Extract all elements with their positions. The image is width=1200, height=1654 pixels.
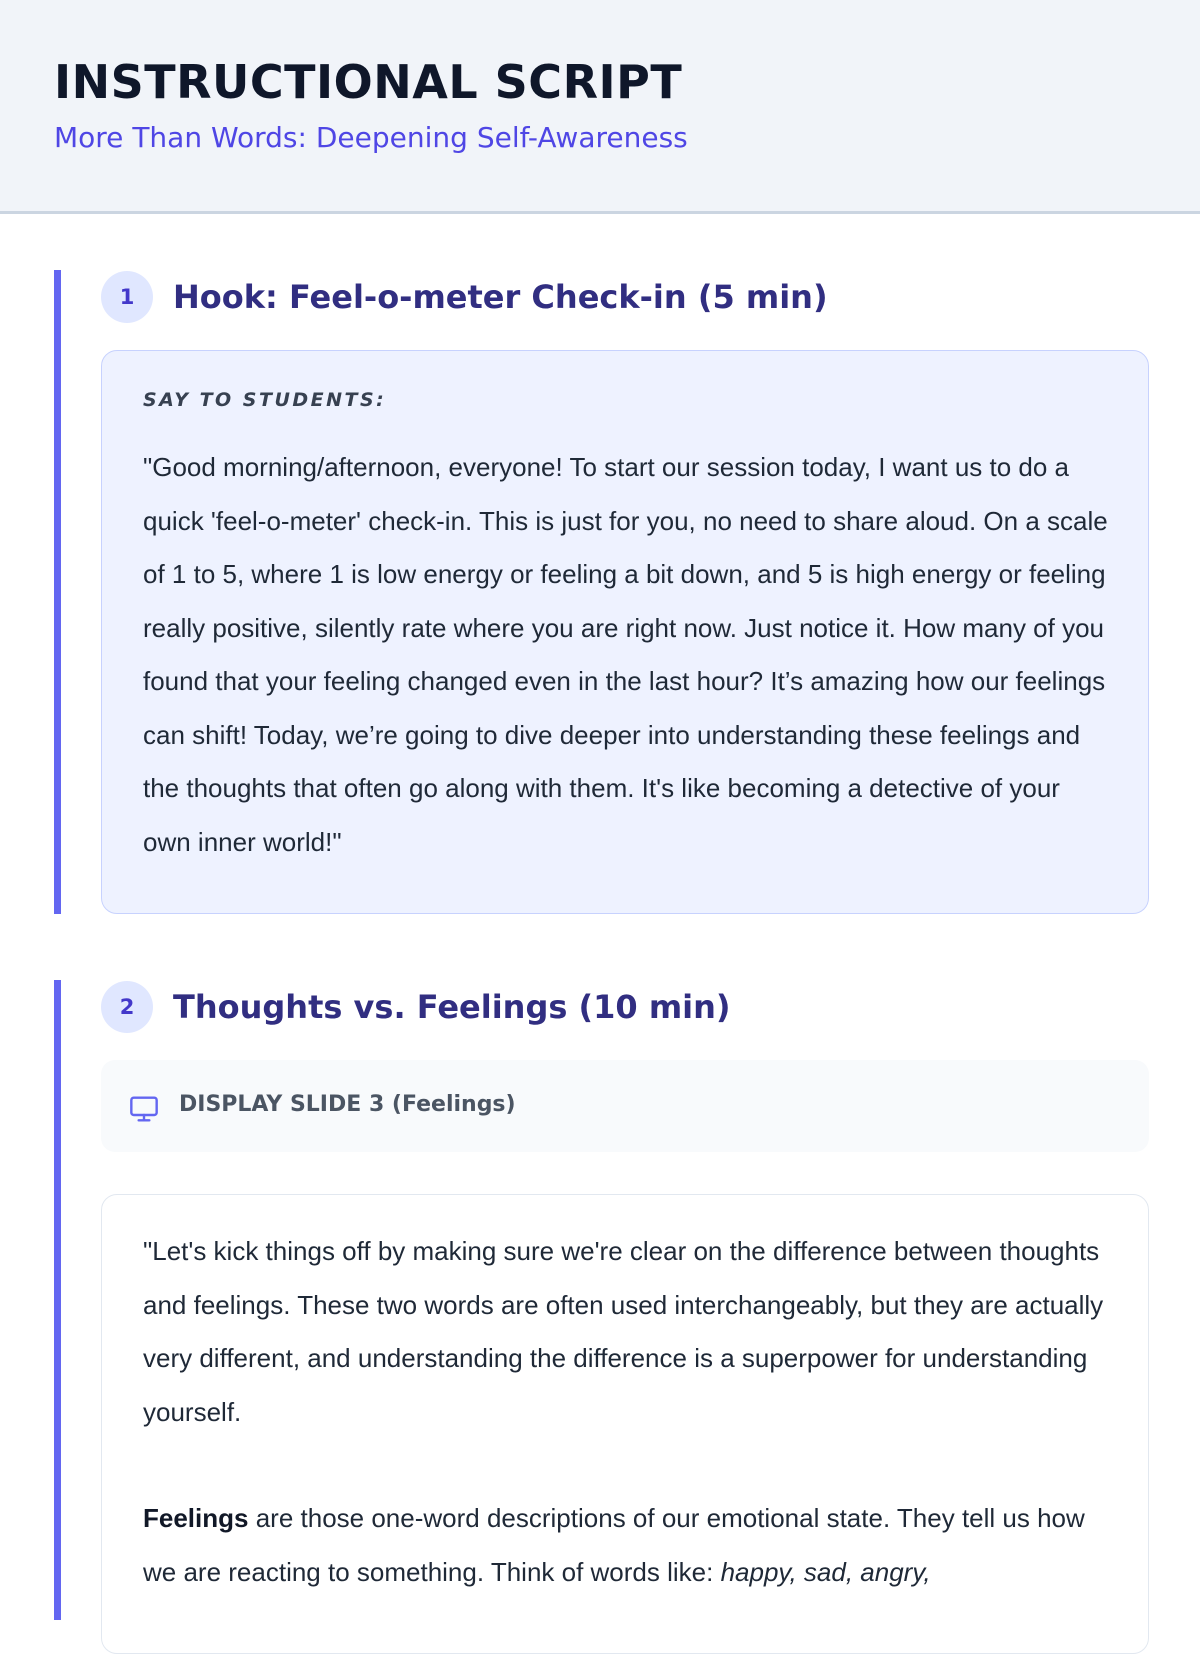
page-title: INSTRUCTIONAL SCRIPT: [54, 55, 683, 109]
script-box: [101, 1194, 1149, 1654]
say-label: SAY TO STUDENTS:: [143, 389, 387, 411]
page-header: [0, 0, 1200, 214]
page-subtitle: More Than Words: Deepening Self-Awareness: [54, 121, 688, 154]
monitor-icon: [127, 1092, 161, 1126]
say-to-students-box: [101, 350, 1149, 914]
display-slide-note: [101, 1060, 1149, 1152]
section-title: Thoughts vs. Feelings (10 min): [173, 988, 731, 1026]
term-feelings: Feelings: [143, 1503, 249, 1533]
section-header: [101, 270, 828, 324]
script-paragraph: [143, 1492, 1108, 1599]
display-slide-label: DISPLAY SLIDE 3 (Feelings): [179, 1091, 516, 1117]
section-number-badge: 2: [101, 981, 153, 1033]
section-thoughts-vs-feelings: [54, 980, 1148, 1620]
say-text: "Good morning/afternoon, everyone! To start our session today, I want us to do a quick 'feel-o-meter' check-in. This is just for you, no need to share aloud. On a scale of 1 to 5, where 1 is low energy or feeling a bit down, and 5 is high energy or feeling really positive, silently rate where you are right now. Just notice it. How many of you found that your feeling changed even in the last hour? It’s amazing how our feelings can shift! Today, we’re going to dive deeper into understanding these feelings and the thoughts that often go along with them. It's like becoming a detective of your own inner world!": [143, 452, 1108, 857]
section-title: Hook: Feel-o-meter Check-in (5 min): [173, 278, 828, 316]
example-words: happy, sad, angry,: [720, 1556, 931, 1587]
section-hook: [54, 270, 1148, 914]
script-paragraph: "Let's kick things off by making sure we're clear on the difference between thoughts and feelings. These two words are often used interchangeably, but they are actually very different, and understanding the difference is a superpower for understanding yourself.: [143, 1236, 1104, 1427]
section-header: [101, 980, 731, 1034]
section-number-badge: 1: [101, 271, 153, 323]
paragraph-text: are those one-word descriptions of our emotional state. They tell us how we are reacting to something. Think of words like:: [143, 1503, 1085, 1587]
